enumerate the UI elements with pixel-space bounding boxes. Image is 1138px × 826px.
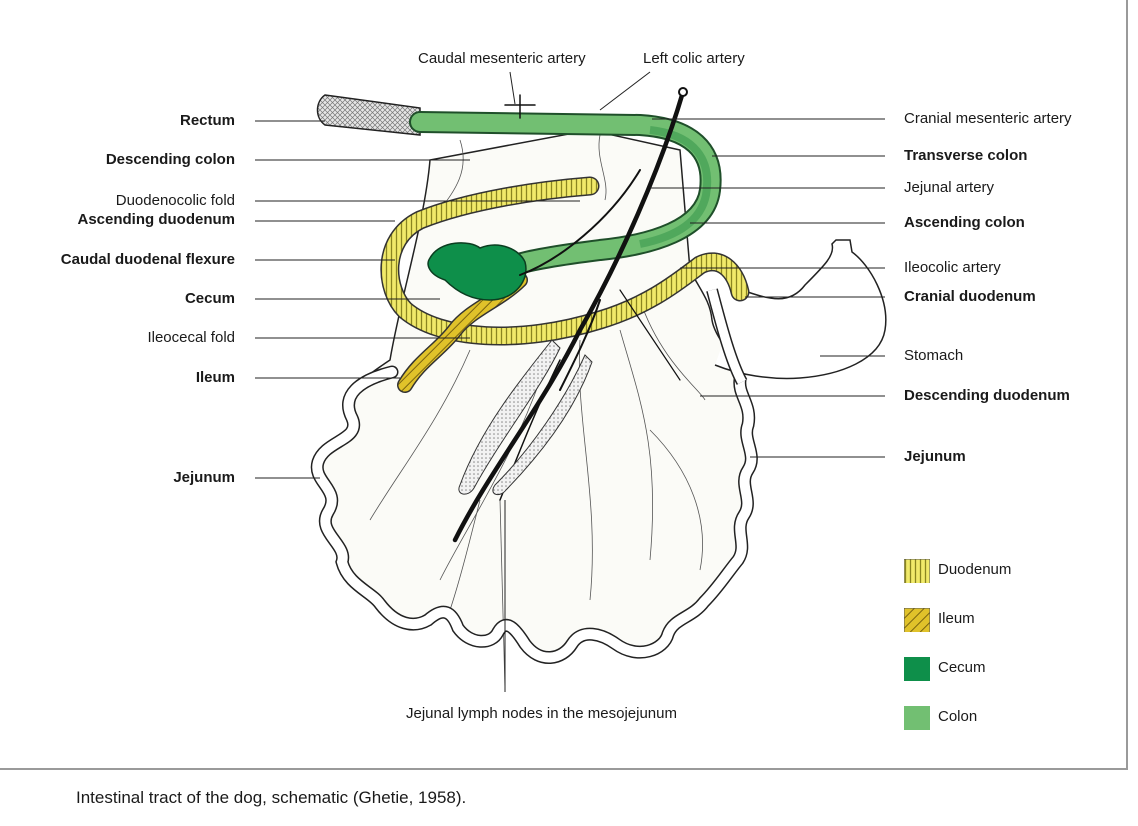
legend-swatch-ileum xyxy=(904,608,930,632)
label-ascending-colon: Ascending colon xyxy=(904,214,1025,231)
label-jejunum-right: Jejunum xyxy=(904,448,966,465)
label-cranial-mesenteric-artery: Cranial mesenteric artery xyxy=(904,110,1072,127)
rectum xyxy=(318,95,421,135)
label-caudal-duodenal-flexure: Caudal duodenal flexure xyxy=(60,251,235,268)
label-ascending-duodenum: Ascending duodenum xyxy=(77,211,235,228)
label-caudal-mesenteric-artery: Caudal mesenteric artery xyxy=(418,50,586,67)
label-ileocolic-artery: Ileocolic artery xyxy=(904,259,1001,276)
label-left-colic-artery: Left colic artery xyxy=(643,50,745,67)
figure-caption: Intestinal tract of the dog, schematic (Ghetie, 1958). xyxy=(76,788,467,807)
legend-swatch-colon xyxy=(904,706,930,730)
stomach xyxy=(715,240,886,378)
label-cecum: Cecum xyxy=(184,290,235,307)
label-jejunal-artery: Jejunal artery xyxy=(904,179,995,196)
label-stomach: Stomach xyxy=(904,347,964,364)
label-descending-duodenum: Descending duodenum xyxy=(904,387,1070,404)
legend-label-cecum: Cecum xyxy=(938,659,986,676)
label-jejunal-lymph-nodes: Jejunal lymph nodes in the mesojejunum xyxy=(406,705,677,722)
label-transverse-colon: Transverse colon xyxy=(904,147,1028,164)
legend-label-ileum: Ileum xyxy=(938,610,975,627)
label-duodenocolic-fold: Duodenocolic fold xyxy=(115,192,235,209)
label-ileocecal-fold: Ileocecal fold xyxy=(147,329,235,346)
label-jejunum-left: Jejunum xyxy=(173,469,235,486)
label-descending-colon: Descending colon xyxy=(105,151,235,168)
legend-label-duodenum: Duodenum xyxy=(938,561,1012,578)
label-cranial-duodenum: Cranial duodenum xyxy=(904,288,1036,305)
label-rectum: Rectum xyxy=(179,112,235,129)
legend-swatch-duodenum xyxy=(904,559,930,583)
legend-swatch-cecum xyxy=(904,657,930,681)
legend-label-colon: Colon xyxy=(938,708,978,725)
label-ileum: Ileum xyxy=(195,369,235,386)
